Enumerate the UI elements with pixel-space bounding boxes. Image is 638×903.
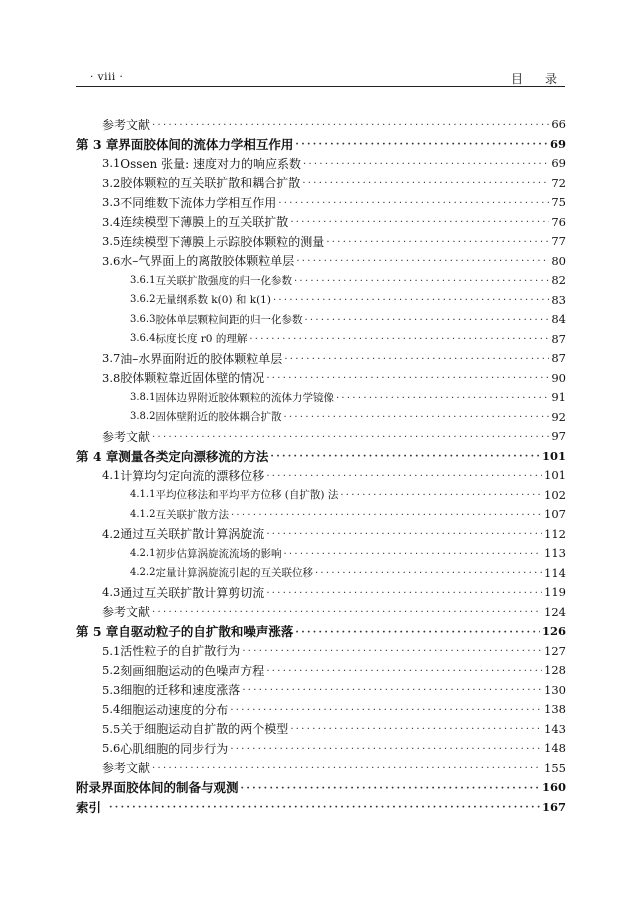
toc-entry-section[interactable] bbox=[102, 212, 566, 232]
toc-entry-page: 91 bbox=[551, 390, 566, 404]
toc-entry-subsection[interactable] bbox=[130, 309, 566, 329]
toc-entry-page: 107 bbox=[544, 507, 566, 521]
toc-entry-section[interactable] bbox=[102, 192, 566, 212]
dot-leader bbox=[303, 159, 549, 170]
toc-entry-number: 3.6.2 bbox=[130, 294, 156, 305]
toc-entry-section[interactable] bbox=[102, 348, 566, 368]
toc-entry-title: 不同维数下流体力学相互作用 bbox=[120, 195, 277, 210]
toc-entry-number: 5.3 bbox=[102, 682, 121, 697]
dot-leader bbox=[241, 783, 540, 794]
dot-leader bbox=[273, 295, 549, 306]
toc-entry-number: 3.2 bbox=[102, 175, 121, 190]
toc-entry-page: 77 bbox=[551, 234, 566, 248]
toc-entry-number: 4.1 bbox=[102, 468, 121, 482]
toc-entry-page: 119 bbox=[544, 585, 566, 599]
dot-leader bbox=[266, 373, 549, 384]
dot-leader bbox=[294, 276, 549, 287]
running-title: 目录 bbox=[510, 72, 579, 86]
toc-entry-number: 3.6 bbox=[102, 253, 121, 268]
toc-entry-page: 69 bbox=[549, 136, 566, 151]
toc-entry-section[interactable] bbox=[102, 738, 566, 758]
dot-leader bbox=[283, 549, 542, 560]
toc-entry-page: 75 bbox=[551, 195, 566, 209]
toc-entry-title: 胶体颗粒靠近固体壁的情况 bbox=[120, 371, 265, 385]
toc-entry-page: 101 bbox=[541, 448, 566, 463]
toc-entry-number: 4.3 bbox=[102, 585, 121, 599]
toc-entry-page: 126 bbox=[541, 624, 566, 638]
toc-entry-section[interactable] bbox=[102, 582, 566, 602]
toc-entry-title: 界面胶体间的制备与观测 bbox=[101, 780, 239, 795]
toc-entry-title: 胶体单层颗粒间距的归一化参数 bbox=[155, 313, 303, 326]
toc-entry-number: 3.8.2 bbox=[130, 411, 156, 422]
toc-entry-section[interactable] bbox=[102, 465, 566, 485]
toc-entry-subsection[interactable] bbox=[130, 329, 566, 349]
toc-entry-page: 127 bbox=[544, 643, 566, 658]
dot-leader bbox=[278, 198, 549, 209]
toc-entry-index[interactable] bbox=[76, 797, 566, 817]
toc-entry-title: 通过互关联扩散计算涡旋流 bbox=[120, 527, 265, 541]
toc-entry-page: 72 bbox=[551, 175, 566, 190]
toc-entry-refs[interactable] bbox=[102, 114, 566, 134]
toc-entry-page: 76 bbox=[551, 214, 566, 229]
toc-entry-page: 148 bbox=[544, 741, 566, 755]
dot-leader bbox=[242, 685, 542, 696]
toc-entry-title: 固体边界附近胶体颗粒的流体力学镜像 bbox=[155, 391, 334, 404]
toc-entry-page: 113 bbox=[544, 546, 566, 560]
running-header bbox=[76, 66, 579, 87]
toc-entry-title: 参考文献 bbox=[102, 117, 151, 132]
dot-leader bbox=[152, 607, 542, 618]
toc-entry-number: 4.2.2 bbox=[130, 567, 156, 578]
toc-entry-section[interactable] bbox=[102, 368, 566, 388]
toc-entry-title: 细胞的迁移和速度涨落 bbox=[120, 683, 241, 697]
toc-entry-number: 第 3 章 bbox=[76, 136, 119, 152]
toc-entry-page: 87 bbox=[551, 331, 566, 346]
toc-entry-title: 测量各类定向漂移流的方法 bbox=[118, 448, 269, 464]
dot-leader bbox=[266, 588, 542, 599]
toc-entry-number: 3.6.4 bbox=[130, 333, 156, 344]
toc-entry-title: 标度长度 r0 的理解 bbox=[155, 333, 248, 345]
toc-entry-number: 5.2 bbox=[102, 663, 121, 677]
dot-leader bbox=[230, 744, 542, 755]
toc-entry-section[interactable] bbox=[102, 173, 566, 193]
toc-entry-number: 3.8 bbox=[102, 370, 121, 385]
toc-entry-page: 90 bbox=[551, 370, 566, 385]
toc-entry-page: 128 bbox=[544, 663, 566, 677]
toc-entry-title: 互关联扩散强度的归一化参数 bbox=[155, 274, 292, 287]
toc-entry-page: 102 bbox=[544, 487, 566, 502]
dot-leader bbox=[340, 490, 542, 501]
toc-entry-page: 112 bbox=[544, 526, 566, 541]
toc-entry-title: 水–气界面上的离散胶体颗粒单层 bbox=[120, 254, 295, 268]
toc-entry-page: 114 bbox=[544, 565, 566, 580]
toc-entry-refs[interactable] bbox=[102, 602, 566, 622]
toc-entry-number: 第 5 章 bbox=[76, 624, 119, 639]
toc-entry-title: 固体壁附近的胶体耦合扩散 bbox=[155, 411, 282, 423]
toc-entry-title: 计算均匀定向流的漂移位移 bbox=[120, 468, 265, 483]
toc-entry-title: 胶体颗粒的互关联扩散和耦合扩散 bbox=[120, 176, 301, 190]
toc-entry-page: 101 bbox=[544, 468, 566, 482]
toc-entry-number: 3.1 bbox=[102, 156, 121, 170]
toc-entry-title: 活性粒子的自扩散行为 bbox=[120, 644, 241, 658]
toc-entry-page: 167 bbox=[541, 799, 566, 814]
toc-entry-number: 3.7 bbox=[102, 351, 121, 365]
dot-leader bbox=[231, 510, 542, 521]
dot-leader bbox=[266, 471, 542, 482]
toc-entry-number: 3.5 bbox=[102, 234, 121, 248]
toc-entry-page: 97 bbox=[551, 429, 566, 443]
toc-entry-page: 87 bbox=[551, 351, 566, 365]
dot-leader bbox=[295, 627, 540, 638]
toc-entry-number: 3.6.3 bbox=[130, 313, 156, 325]
toc-entry-section[interactable] bbox=[102, 660, 566, 680]
toc-entry-number: 第 4 章 bbox=[76, 448, 119, 464]
toc-entry-number: 3.4 bbox=[102, 214, 121, 229]
toc-entry-title: 心肌细胞的同步行为 bbox=[120, 741, 229, 756]
toc-entry-number: 5.4 bbox=[102, 702, 121, 716]
toc-entry-page: 124 bbox=[544, 604, 566, 619]
dot-leader bbox=[270, 451, 540, 462]
dot-leader bbox=[296, 256, 549, 267]
dot-leader bbox=[315, 568, 542, 579]
toc-entry-title: 参考文献 bbox=[102, 605, 151, 619]
toc-entry-title: 关于细胞运动自扩散的两个模型 bbox=[120, 722, 289, 736]
dot-leader bbox=[152, 120, 549, 131]
dot-leader bbox=[336, 393, 549, 404]
toc-entry-page: 80 bbox=[551, 253, 566, 268]
toc-entry-page: 143 bbox=[544, 721, 566, 736]
dot-leader bbox=[266, 529, 542, 540]
dot-leader bbox=[290, 217, 549, 228]
toc-entry-number: 4.2 bbox=[102, 526, 121, 541]
toc-entry-subsection[interactable] bbox=[130, 504, 566, 524]
dot-leader bbox=[295, 139, 548, 150]
toc-entry-title: 界面胶体间的流体力学相互作用 bbox=[118, 136, 294, 152]
toc-entry-number: 3.6.1 bbox=[130, 274, 156, 286]
toc-entry-title: 互关联扩散方法 bbox=[155, 508, 229, 521]
toc-entry-title: 自驱动粒子的自扩散和噪声涨落 bbox=[118, 624, 294, 639]
toc-entry-number: 5.1 bbox=[102, 643, 121, 658]
toc-entry-section[interactable] bbox=[102, 153, 566, 173]
toc-entry-title: 索引 bbox=[76, 799, 102, 815]
toc-entry-page: 155 bbox=[544, 760, 566, 775]
dot-leader bbox=[242, 646, 542, 657]
toc-entry-page: 66 bbox=[551, 117, 566, 131]
toc-entry-page: 92 bbox=[551, 409, 566, 424]
dot-leader bbox=[326, 237, 549, 248]
toc-entry-appendix[interactable] bbox=[76, 777, 566, 797]
toc-entry-subsection[interactable] bbox=[130, 290, 566, 310]
toc-entry-page: 138 bbox=[544, 702, 566, 716]
toc-entry-title: 刻画细胞运动的色噪声方程 bbox=[120, 663, 265, 678]
toc-entry-page: 83 bbox=[551, 292, 566, 307]
toc-entry-refs[interactable] bbox=[102, 426, 566, 446]
dot-leader bbox=[249, 334, 549, 345]
toc-entry-subsection[interactable] bbox=[130, 563, 566, 583]
dot-leader bbox=[152, 432, 549, 443]
dot-leader bbox=[266, 666, 542, 677]
dot-leader bbox=[109, 802, 540, 813]
toc-entry-title: 无量纲系数 k(0) 和 k(1) bbox=[155, 294, 271, 306]
toc-entry-page: 82 bbox=[551, 273, 566, 287]
toc-entry-chapter[interactable] bbox=[76, 446, 566, 466]
toc-entry-subsection[interactable] bbox=[130, 387, 566, 407]
toc-entry-number: 4.1.2 bbox=[130, 508, 156, 520]
toc-entry-title: Ossen 张量: 速度对力的响应系数 bbox=[120, 156, 301, 171]
toc-entry-subsection[interactable] bbox=[130, 270, 566, 290]
dot-leader bbox=[290, 724, 542, 735]
toc-entry-number: 4.1.1 bbox=[130, 489, 156, 500]
dot-leader bbox=[304, 315, 549, 326]
toc-entry-number: 3.8.1 bbox=[130, 391, 156, 403]
toc-entry-subsection[interactable] bbox=[130, 485, 566, 505]
toc-entry-section[interactable] bbox=[102, 719, 566, 739]
toc-entry-title: 连续模型下薄膜上示踪胶体颗粒的测量 bbox=[120, 234, 325, 249]
page-number: · viii · bbox=[90, 71, 124, 83]
toc-entry-page: 69 bbox=[551, 156, 566, 170]
toc-entry-page: 84 bbox=[551, 312, 566, 326]
toc-entry-number: 5.6 bbox=[102, 741, 121, 755]
toc-entry-subsection[interactable] bbox=[130, 543, 566, 563]
toc-entry-title: 初步估算涡旋流流场的影响 bbox=[155, 547, 282, 560]
toc-entry-title: 参考文献 bbox=[102, 429, 151, 444]
toc-entry-number: 5.5 bbox=[102, 721, 121, 736]
toc-entry-title: 参考文献 bbox=[102, 761, 151, 775]
toc-entry-title: 油–水界面附近的胶体颗粒单层 bbox=[120, 351, 283, 366]
toc-entry-title: 通过互关联扩散计算剪切流 bbox=[120, 585, 265, 600]
toc-entry-refs[interactable] bbox=[102, 758, 566, 778]
toc-entry-chapter[interactable] bbox=[76, 621, 566, 641]
toc-entry-section[interactable] bbox=[102, 251, 566, 271]
dot-leader bbox=[152, 763, 542, 774]
dot-leader bbox=[284, 354, 549, 365]
toc-entry-title: 细胞运动速度的分布 bbox=[120, 702, 229, 717]
toc-entry-number: 4.2.1 bbox=[130, 547, 156, 559]
toc-entry-chapter[interactable] bbox=[76, 134, 566, 154]
toc-entry-page: 160 bbox=[541, 780, 566, 794]
toc-entry-section[interactable] bbox=[102, 680, 566, 700]
toc-entry-page: 130 bbox=[544, 682, 566, 697]
toc-entry-number: 附录 bbox=[76, 780, 102, 795]
toc-entry-number: 3.3 bbox=[102, 195, 121, 209]
toc-entry-section[interactable] bbox=[102, 641, 566, 661]
toc-entry-section[interactable] bbox=[102, 524, 566, 544]
toc-entry-title: 平均位移法和平均平方位移 (自扩散) 法 bbox=[155, 489, 339, 501]
toc-entry-title: 定量计算涡旋流引起的互关联位移 bbox=[155, 567, 313, 579]
toc-entry-section[interactable] bbox=[102, 231, 566, 251]
toc-entry-title: 连续模型下薄膜上的互关联扩散 bbox=[120, 215, 289, 229]
toc-entry-subsection[interactable] bbox=[130, 407, 566, 427]
dot-leader bbox=[283, 412, 549, 423]
dot-leader bbox=[302, 178, 549, 189]
toc-entry-section[interactable] bbox=[102, 699, 566, 719]
dot-leader bbox=[230, 705, 542, 716]
